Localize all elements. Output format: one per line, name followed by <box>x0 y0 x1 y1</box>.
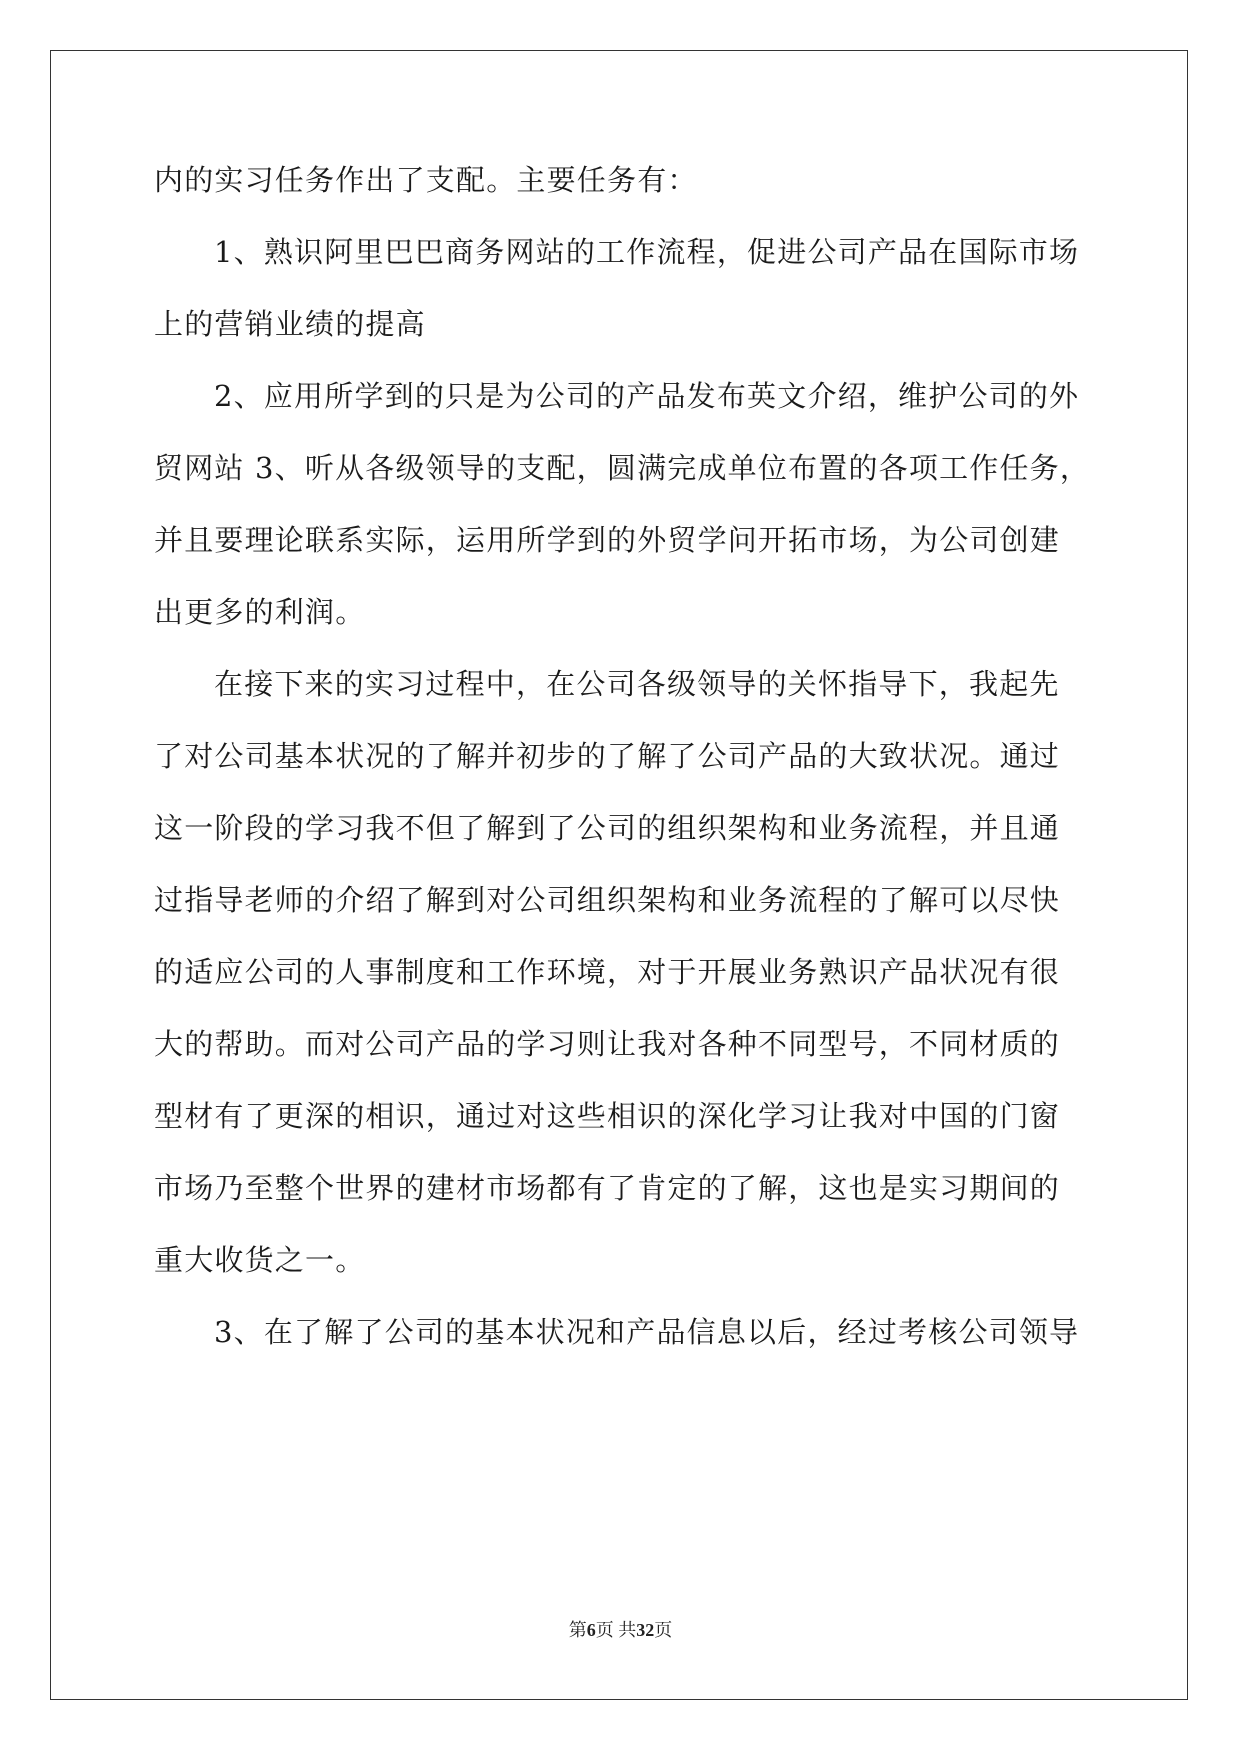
text-line: 在接下来的实习过程中，在公司各级领导的关怀指导下，我起先 <box>214 667 1060 701</box>
page-border <box>50 50 1188 1700</box>
text-line: 内的实习任务作出了支配。主要任务有： <box>154 163 698 197</box>
text-line: 的适应公司的人事制度和工作环境，对于开展业务熟识产品状况有很 <box>154 955 1061 989</box>
text-line: 这一阶段的学习我不但了解到了公司的组织架构和业务流程，并且通 <box>154 811 1061 845</box>
page-footer <box>0 1616 1241 1642</box>
text-line: 过指导老师的介绍了解到对公司组织架构和业务流程的了解可以尽快 <box>154 883 1061 917</box>
current-page-number: 6 <box>586 1620 596 1640</box>
text-line: 了对公司基本状况的了解并初步的了解了公司产品的大致状况。通过 <box>154 739 1061 773</box>
text-line: 型材有了更深的相识，通过对这些相识的深化学习让我对中国的门窗 <box>154 1099 1061 1133</box>
footer-prefix: 第 <box>568 1620 587 1640</box>
text-line: 2、应用所学到的只是为公司的产品发布英文介绍，维护公司的外 <box>214 379 1080 413</box>
total-page-count: 32 <box>636 1620 655 1640</box>
text-line: 出更多的利润。 <box>154 595 366 629</box>
text-line: 并且要理论联系实际，运用所学到的外贸学问开拓市场，为公司创建 <box>154 523 1061 557</box>
text-line: 贸网站 3、听从各级领导的支配，圆满完成单位布置的各项工作任务， <box>154 451 1091 485</box>
text-line: 市场乃至整个世界的建材市场都有了肯定的了解，这也是实习期间的 <box>154 1171 1061 1205</box>
text-line: 上的营销业绩的提高 <box>154 307 426 341</box>
text-line: 大的帮助。而对公司产品的学习则让我对各种不同型号，不同材质的 <box>154 1027 1061 1061</box>
text-line: 1、熟识阿里巴巴商务网站的工作流程，促进公司产品在国际市场 <box>214 235 1080 269</box>
text-line: 3、在了解了公司的基本状况和产品信息以后，经过考核公司领导 <box>214 1315 1080 1349</box>
footer-middle: 页 共 <box>595 1620 637 1640</box>
text-line: 重大收货之一。 <box>154 1243 366 1277</box>
footer-suffix: 页 <box>654 1620 673 1640</box>
